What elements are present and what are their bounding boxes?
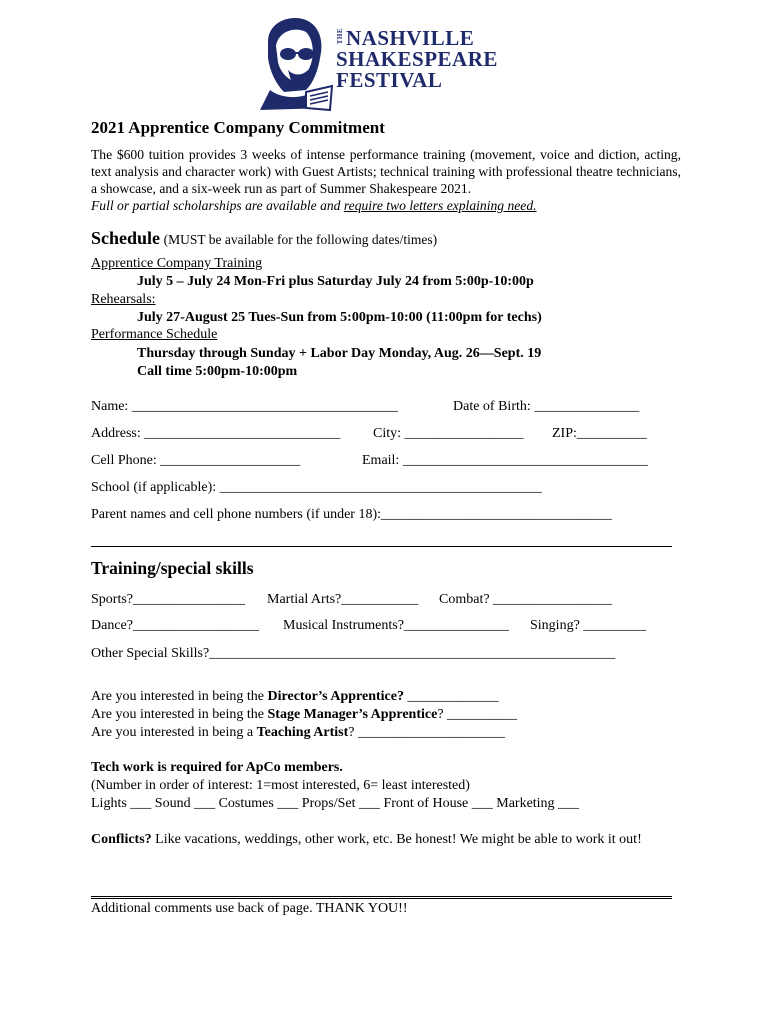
dob-field[interactable]: Date of Birth: _______________: [453, 399, 640, 414]
address-field[interactable]: Address: ____________________________: [91, 426, 341, 441]
page-title: 2021 Apprentice Company Commitment: [91, 118, 385, 137]
sm-role: Stage Manager’s Apprentice: [267, 707, 438, 722]
director-prefix: Are you interested in being the: [91, 689, 268, 704]
zip-field[interactable]: ZIP:__________: [552, 426, 647, 441]
teaching-artist-question[interactable]: [91, 724, 505, 742]
rehearsals-label: Rehearsals:: [91, 292, 156, 307]
ta-blank[interactable]: ? _____________________: [348, 725, 505, 740]
logo-wordmark: [336, 28, 498, 91]
ta-role: Teaching Artist: [256, 725, 349, 740]
scholarship-note: Full or partial scholarships are available and: [91, 198, 344, 213]
intro-text: The $600 tuition provides 3 weeks of intense performance training (movement, voice and diction, acting, text analysis and character work) with Guest Artists; technical training with professional theatre technicians, a showcase, and a six-week run as part of Summer Shakespeare 2021.: [91, 147, 681, 196]
performance-dates: Thursday through Sunday + Labor Day Monday, Aug. 26—Sept. 19: [137, 346, 542, 361]
skills-heading: Training/special skills: [91, 558, 254, 578]
sm-prefix: Are you interested in being the: [91, 707, 268, 722]
logo-line1: NASHVILLE: [346, 26, 475, 50]
logo-line2: SHAKESPEARE: [336, 47, 498, 71]
scholarship-requirement: require two letters explaining need.: [343, 198, 537, 213]
cell-phone-field[interactable]: Cell Phone: ____________________: [91, 453, 301, 468]
tech-note: (Number in order of interest: 1=most interested, 6= least interested): [91, 778, 470, 793]
conflicts-answer-line-double: [91, 898, 672, 899]
combat-field[interactable]: Combat? _________________: [439, 592, 613, 607]
tech-heading: Tech work is required for ApCo members.: [91, 760, 343, 775]
dance-field[interactable]: Dance?__________________: [91, 618, 259, 633]
sports-field[interactable]: Sports?________________: [91, 592, 245, 607]
musical-instruments-field[interactable]: Musical Instruments?_______________: [283, 618, 509, 633]
logo-the: THE: [336, 28, 344, 45]
logo-line3: FESTIVAL: [336, 68, 443, 92]
intro-paragraph: [91, 146, 681, 214]
parents-extra-line[interactable]: [91, 546, 672, 547]
tech-rankings[interactable]: Lights ___ Sound ___ Costumes ___ Props/Set ___ Front of House ___ Marketing ___: [91, 796, 580, 811]
schedule-heading: Schedule: [91, 228, 161, 248]
martial-arts-field[interactable]: Martial Arts?___________: [267, 592, 419, 607]
festival-logo: [250, 12, 500, 112]
director-apprentice-question[interactable]: [91, 688, 498, 706]
training-dates: July 5 – July 24 Mon-Fri plus Saturday July 24 from 5:00p-10:00p: [137, 274, 534, 289]
singing-field[interactable]: Singing? _________: [530, 618, 647, 633]
ta-prefix: Are you interested in being a: [91, 725, 257, 740]
conflicts-paragraph: [91, 831, 671, 849]
schedule-heading-row: [91, 228, 437, 249]
rehearsals-dates: July 27-August 25 Tues-Sun from 5:00pm-10:00 (11:00pm for techs): [137, 310, 542, 325]
other-skills-field[interactable]: Other Special Skills?__________________________________________________________: [91, 646, 616, 661]
director-blank[interactable]: _____________: [403, 689, 499, 704]
call-time: Call time 5:00pm-10:00pm: [137, 364, 298, 379]
city-field[interactable]: City: _________________: [373, 426, 524, 441]
shakespeare-portrait-icon: [250, 12, 334, 112]
conflicts-answer-line[interactable]: [91, 896, 672, 897]
director-role: Director’s Apprentice?: [267, 689, 404, 704]
schedule-note: (MUST be available for the following dates/times): [163, 232, 438, 247]
name-field[interactable]: Name: ______________________________________: [91, 399, 398, 414]
footer-note: Additional comments use back of page. THANK YOU!!: [91, 901, 408, 916]
school-field[interactable]: School (if applicable): ______________________________________________: [91, 480, 542, 495]
conflicts-text: Like vacations, weddings, other work, etc. Be honest! We might be able to work it out!: [151, 832, 642, 847]
conflicts-label: Conflicts?: [91, 832, 152, 847]
training-label: Apprentice Company Training: [91, 256, 263, 271]
sm-blank[interactable]: ? __________: [437, 707, 518, 722]
parents-field[interactable]: Parent names and cell phone numbers (if under 18):_________________________________: [91, 507, 613, 522]
performance-label: Performance Schedule: [91, 327, 218, 342]
email-field[interactable]: Email: ___________________________________: [362, 453, 648, 468]
stage-manager-question[interactable]: [91, 706, 517, 724]
